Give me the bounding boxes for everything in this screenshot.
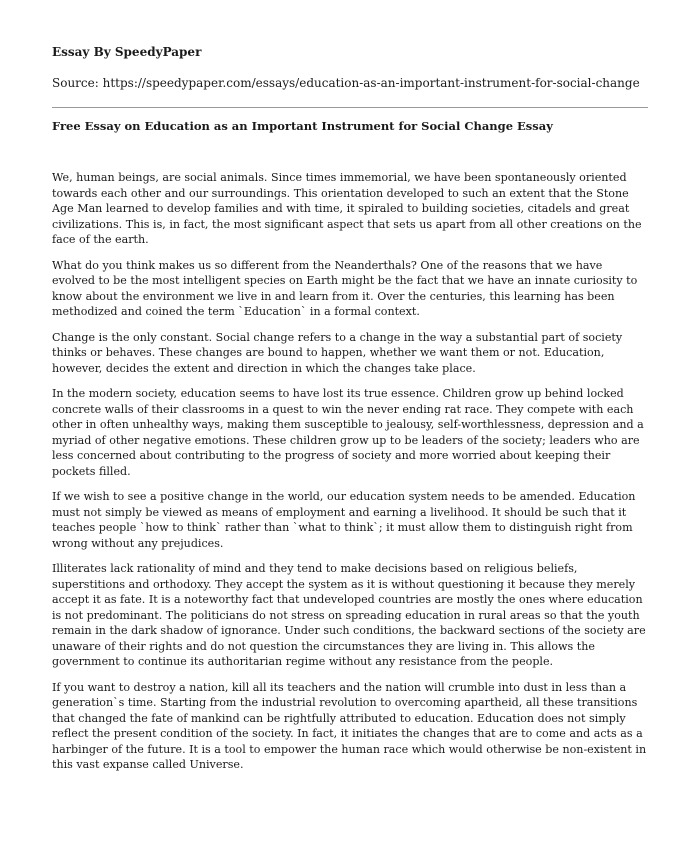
essay-paragraph: Change is the only constant. Social change refers to a change in the way a substantial part of society thinks or behaves. These changes are bound to happen, whether we want them or not. Education, however, decides the extent and direction in which the changes take place. [52,330,623,375]
essay-paragraph: If we wish to see a positive change in the world, our education system needs to be amended. Education must not simply be viewed as means of employment and earning a livelihood. It should be such that it teaches people `how to think` rather than `what to think`; it must allow them to distinguish right from wrong without any prejudices. [52,490,636,550]
essay-paragraph: If you want to destroy a nation, kill all its teachers and the nation will crumble into dust in less than a generation`s time. Starting from the industrial revolution to overcoming apartheid, all these transitions that changed the fate of mankind can be rightfully attributed to education. Education does not simply reflect the present condition of the society. In fact, it initiates the changes that are to come and acts as a harbinger of the future. It is a tool to empower the human race which would otherwise be non-existent in this vast expanse called Universe. [52,680,647,771]
essay-paragraph: We, human beings, are social animals. Since times immemorial, we have been spontaneously oriented towards each other and our surroundings. This orientation developed to such an extent that the Stone Age Man learned to develop families and with time, it spiraled to building societies, citadels and great civilizations. This is, in fact, the most significant aspect that sets us apart from all other creations on the face of the earth. [52,171,642,246]
essay-title: Free Essay on Education as an Important Instrument for Social Change Essay [52,119,553,133]
essay-paragraph: Illiterates lack rationality of mind and they tend to make decisions based on religious beliefs, superstitions and orthodoxy. They accept the system as it is without questioning it because they merely accept it as fate. It is a noteworthy fact that undeveloped countries are mostly the ones where education is not predominant. The politicians do not stress on spreading education in rural areas so that the youth remain in the dark shadow of ignorance. Under such conditions, the backward sections of the society are unaware of their rights and do not question the circumstances they are living in. This allows the government to continue its authoritarian regime without any resistance from the people. [52,562,646,668]
header-divider [52,107,648,108]
essay-paragraph: What do you think makes us so different from the Neanderthals? One of the reasons that we have evolved to be the most intelligent species on Earth might be the fact that we have an innate curiosity to know about the environment we live in and learn from it. Over the centuries, this learning has been methodized and coined the term `Education` in a formal context. [52,258,638,318]
source-line [52,75,648,91]
essay-body [52,170,648,773]
source-label: Source: [52,76,99,90]
source-url[interactable]: https://speedypaper.com/essays/education-as-an-important-instrument-for-social-change [102,76,640,90]
essay-paragraph: In the modern society, education seems to have lost its true essence. Children grow up behind locked concrete walls of their classrooms in a quest to win the never ending rat race. They compete with each other in often unhealthy ways, making them susceptible to jealousy, self-worthlessness, depression and a myriad of other negative emotions. These children grow up to be leaders of the society; leaders who are less concerned about contributing to the progress of society and more worried about keeping their pockets filled. [52,387,644,478]
publisher-heading: Essay By SpeedyPaper [52,45,202,59]
